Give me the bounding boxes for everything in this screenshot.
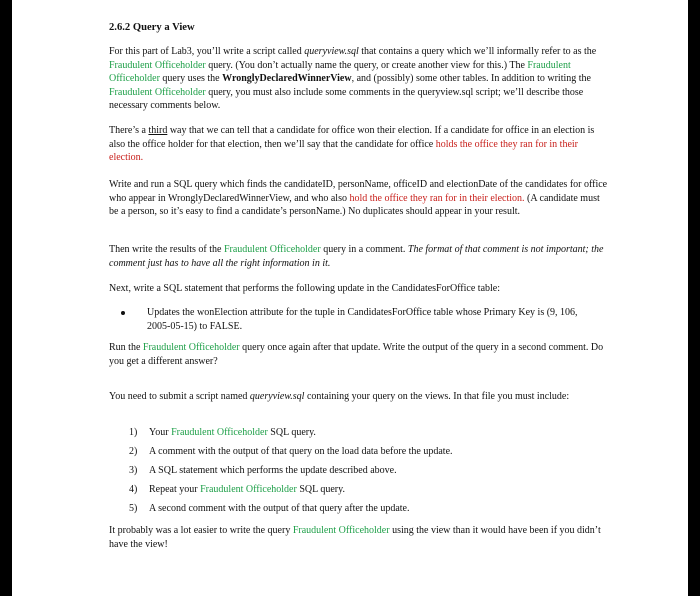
- query-name-highlight: Fraudulent Officeholder: [109, 59, 571, 85]
- text: For this part of Lab3, you’ll write a script called: [109, 46, 305, 57]
- paragraph-submit: [109, 390, 609, 404]
- list-item: 3) A SQL statement which performs the update described above.: [129, 465, 397, 476]
- paragraph-write-query: [109, 178, 609, 219]
- filename: queryview.sql: [304, 46, 359, 57]
- paragraph-update: Next, write a SQL statement that performs the following update in the CandidatesForOffice table:: [109, 283, 501, 294]
- underlined-word: third: [148, 125, 168, 136]
- text: way that we can tell that a candidate for office won their election. If a candidate for office in an election is also the office holder for that election, then we’ll say that the candidate for office: [109, 125, 595, 150]
- query-name-highlight: Fraudulent Officeholder: [223, 244, 321, 255]
- red-emphasis: hold the office they ran for in their election.: [349, 192, 525, 204]
- document-page: [12, 0, 688, 596]
- text: Then write the results of the: [109, 244, 224, 255]
- text: Run the: [109, 342, 143, 353]
- bullet-item: [147, 306, 603, 333]
- list-item: 5) A second comment with the output of that query after the update.: [129, 503, 410, 514]
- view-name: WronglyDeclaredWinnerView: [222, 73, 352, 85]
- bullet-text: Updates the wonElection attribute for the tuple in CandidatesForOffice table whose Primary Key is (9, 106, 2005-05-15) to FALSE.: [147, 307, 578, 332]
- paragraph-results-comment: [109, 243, 609, 270]
- text: query in a comment.: [320, 244, 408, 255]
- list-item: 4) Repeat your Fraudulent Officeholder SQL query.: [129, 484, 345, 495]
- text: that contains a query which we’ll informally refer to as the: [358, 46, 597, 57]
- query-name-highlight: Fraudulent Officeholder: [109, 86, 206, 98]
- text: using the view than it would have been if you didn’t have the view!: [109, 525, 601, 550]
- paragraph-closing: [109, 524, 609, 551]
- paragraph-third-way: [109, 124, 609, 165]
- red-emphasis: holds the office they ran for in their election.: [109, 138, 579, 164]
- italic-note: The format of that comment is not important; the comment just has to have all the right information in it.: [109, 244, 604, 269]
- text: There’s a: [109, 125, 149, 136]
- paragraph-intro: [109, 45, 609, 113]
- filename: queryview.sql: [249, 391, 305, 402]
- text: query, you must also include some comments in the queryview.sql script; we’ll describe those necessary comments below.: [109, 86, 584, 112]
- text: (A candidate must be a person, so it’s easy to find a candidate’s personName.) No duplicates should appear in your result.: [109, 192, 600, 218]
- query-name-highlight: Fraudulent Officeholder: [109, 59, 206, 71]
- query-name-highlight: Fraudulent Officeholder: [292, 525, 390, 536]
- section-title: 2.6.2 Query a View: [109, 22, 195, 33]
- paragraph-run-again: [109, 341, 609, 368]
- text: query. (You don’t actually name the query, or create another view for this.) The: [205, 59, 528, 71]
- list-item: 1) Your Fraudulent Officeholder SQL query.: [129, 427, 316, 438]
- text: Write and run a SQL query which finds the candidateID, personName, officeID and electionDate of the candidates for office who appear in WronglyDeclaredWinnerView, and who also: [109, 179, 608, 204]
- text: query uses the: [159, 73, 223, 85]
- bullet-dot-icon: [121, 311, 125, 315]
- text: It probably was a lot easier to write the query: [109, 525, 293, 536]
- text: You need to submit a script named: [109, 391, 250, 402]
- query-name-highlight: Fraudulent Officeholder: [142, 342, 240, 353]
- list-item: 2) A comment with the output of that query on the load data before the update.: [129, 446, 453, 457]
- text: query once again after that update. Write the output of the query in a second comment. Do you get a different answer?: [109, 342, 604, 367]
- text: , and (possibly) some other tables. In addition to writing the: [351, 73, 591, 85]
- text: containing your query on the views. In that file you must include:: [304, 391, 570, 402]
